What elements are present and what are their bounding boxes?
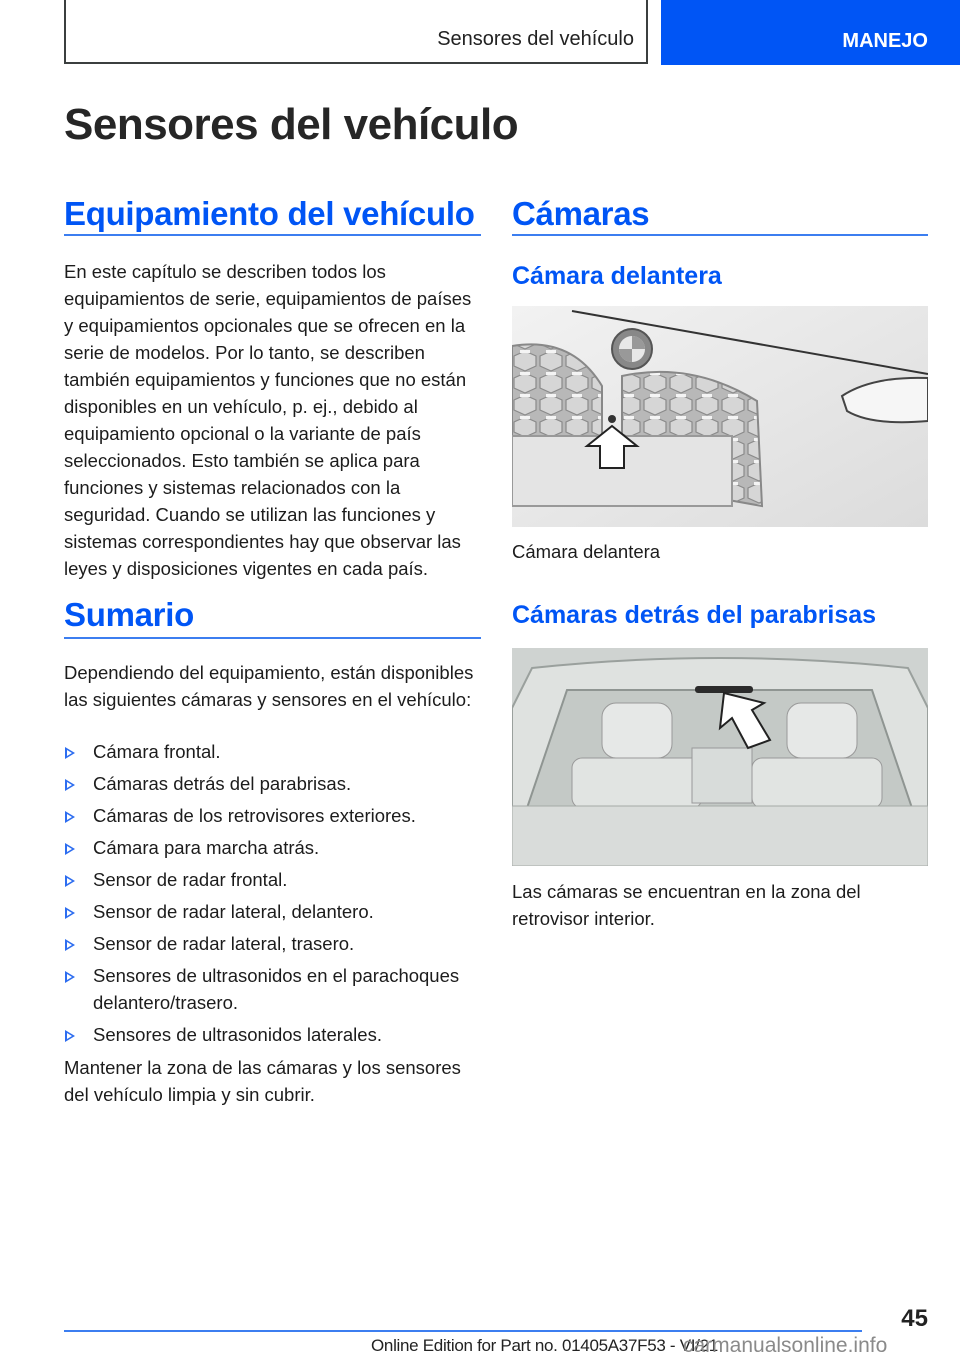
summary-heading: Sumario <box>64 596 194 633</box>
bullet-triangle-icon <box>65 971 75 983</box>
chapter-tab[interactable] <box>661 0 960 65</box>
heading-rule <box>64 234 481 236</box>
sensor-list <box>64 738 484 1053</box>
front-camera-heading: Cámara delantera <box>512 262 722 290</box>
list-item: Sensor de radar frontal. <box>64 866 484 893</box>
summary-intro: Dependiendo del equipamiento, están disponibles las siguientes cámaras y sensores en el vehículo: <box>64 662 474 710</box>
list-item: Cámaras de los retrovisores exteriores. <box>64 802 484 829</box>
bullet-triangle-icon <box>65 875 75 887</box>
edition-text: Online Edition for Part no. 01405A37F53 - VI/21 <box>371 1336 718 1355</box>
list-item: Sensores de ultrasonidos laterales. <box>64 1021 484 1048</box>
footer-rule <box>64 1330 862 1332</box>
watermark-text: carmanualsonline.info <box>683 1334 888 1357</box>
windshield-camera-caption: Las cámaras se encuentran en la zona del retrovisor interior. <box>512 881 861 929</box>
list-item: Sensor de radar lateral, trasero. <box>64 930 484 957</box>
windshield-camera-image <box>512 648 928 866</box>
list-item: Cámaras detrás del parabrisas. <box>64 770 484 797</box>
front-camera-caption: Cámara delantera <box>512 541 661 562</box>
front-grille-camera-illustration <box>512 306 928 527</box>
running-header-box <box>64 0 648 64</box>
list-item: Sensor de radar lateral, delantero. <box>64 898 484 925</box>
windshield-camera-heading: Cámaras detrás del parabrisas <box>512 601 877 629</box>
cameras-heading: Cámaras <box>512 195 650 232</box>
page-number: 45 <box>901 1305 928 1332</box>
bullet-triangle-icon <box>65 1030 75 1042</box>
list-item: Cámara frontal. <box>64 738 484 765</box>
summary-outro: Mantener la zona de las cámaras y los sensores del vehículo limpia y sin cubrir. <box>64 1057 461 1105</box>
equipment-heading: Equipamiento del vehículo <box>64 195 475 232</box>
windshield-camera-illustration <box>512 648 928 866</box>
chapter-tab-label: MANEJO <box>842 30 928 52</box>
front-camera-image <box>512 306 928 527</box>
bullet-triangle-icon <box>65 747 75 759</box>
bullet-triangle-icon <box>65 843 75 855</box>
heading-rule <box>64 637 481 639</box>
bullet-triangle-icon <box>65 779 75 791</box>
page-title: Sensores del vehículo <box>64 100 519 149</box>
bullet-triangle-icon <box>65 939 75 951</box>
bullet-triangle-icon <box>65 907 75 919</box>
heading-rule <box>512 234 928 236</box>
running-header-title: Sensores del vehículo <box>437 28 634 50</box>
equipment-body: En este capítulo se describen todos los equipamientos de serie, equipamientos de países y equipamientos opcionales que se ofrecen en la serie de modelos. Por lo tanto, se describen también equipamientos y funciones que no están disponibles en un vehículo, p. ej., debido al equipamiento opcional o la variante de país seleccionados. Esto también se aplica para funciones y sistemas relacionados con la seguridad. Cuando se utilizan las funciones y sistemas correspondientes hay que observar las leyes y disposiciones vigentes en cada país. <box>64 261 472 579</box>
bullet-triangle-icon <box>65 811 75 823</box>
list-item: Sensores de ultrasonidos en el parachoques delantero/trasero. <box>64 962 484 1016</box>
list-item: Cámara para marcha atrás. <box>64 834 484 861</box>
